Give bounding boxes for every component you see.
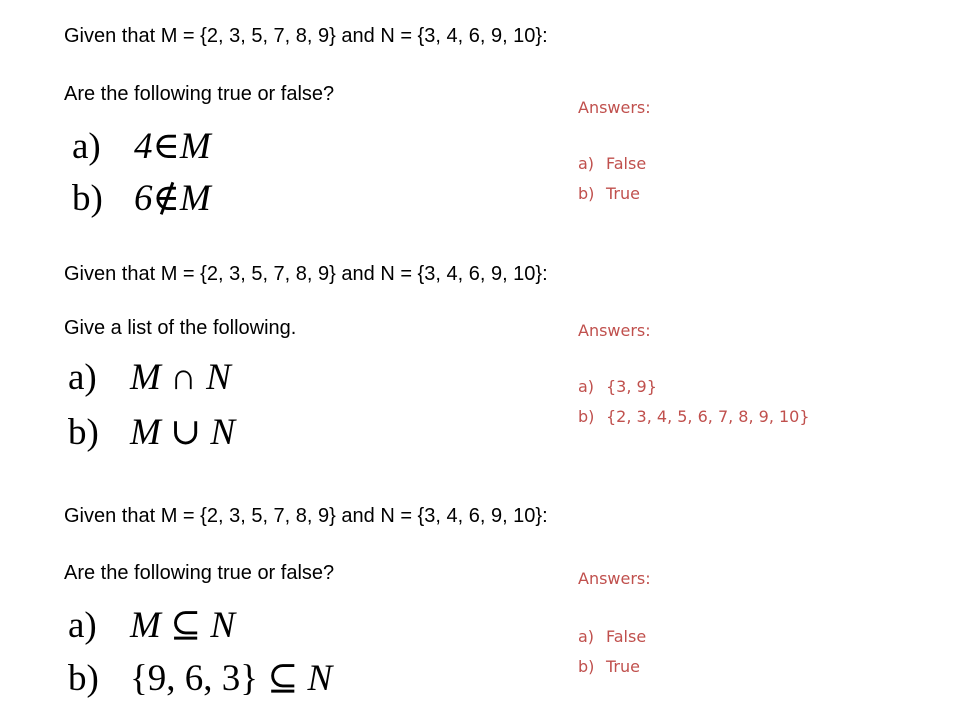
- answer-2b: [578, 407, 810, 426]
- math-lhs: 6: [134, 178, 153, 219]
- math-rhs: N: [210, 412, 236, 453]
- math-lhs: M: [130, 357, 161, 398]
- answers-heading-3: Answers:: [578, 569, 651, 588]
- math-operator: ∪: [170, 412, 202, 453]
- math-item-1b: [72, 176, 211, 220]
- item-label: b): [68, 658, 99, 699]
- question-prompt-1: Are the following true or false?: [64, 83, 335, 105]
- answer-marker: b): [578, 184, 595, 203]
- math-lhs: 4: [134, 126, 153, 167]
- math-rhs: M: [179, 126, 211, 167]
- math-item-2b: [68, 410, 235, 454]
- answer-text: False: [606, 627, 647, 646]
- answer-marker: a): [578, 377, 595, 396]
- math-operator: ⊆: [267, 658, 299, 699]
- answer-1b: [578, 184, 640, 203]
- math-item-3b: [68, 656, 332, 700]
- answer-3b: [578, 657, 640, 676]
- answers-heading-1: Answers:: [578, 98, 651, 117]
- answer-3a: [578, 627, 646, 646]
- answer-marker: a): [578, 627, 595, 646]
- math-lhs: M: [130, 412, 161, 453]
- answer-2a: [578, 377, 657, 396]
- item-label: a): [72, 126, 101, 167]
- math-rhs: N: [307, 658, 333, 699]
- math-rhs: N: [206, 357, 231, 398]
- math-operator: ∩: [170, 357, 197, 398]
- math-item-1a: [72, 124, 211, 168]
- answer-marker: b): [578, 407, 595, 426]
- math-item-3a: [68, 603, 235, 647]
- math-lhs: M: [130, 605, 161, 646]
- given-statement-1: Given that M = {2, 3, 5, 7, 8, 9} and N = {3, 4, 6, 9, 10}:: [64, 25, 548, 47]
- item-label: a): [68, 605, 97, 646]
- answer-text: {2, 3, 4, 5, 6, 7, 8, 9, 10}: [606, 407, 810, 426]
- answers-heading-2: Answers:: [578, 321, 651, 340]
- answer-text: {3, 9}: [606, 377, 657, 396]
- math-item-2a: [68, 356, 231, 399]
- math-rhs: N: [210, 605, 236, 646]
- math-operator: ⊆: [170, 605, 202, 646]
- item-label: b): [72, 178, 103, 219]
- answer-text: False: [606, 154, 647, 173]
- given-statement-2: Given that M = {2, 3, 5, 7, 8, 9} and N = {3, 4, 6, 9, 10}:: [64, 263, 548, 285]
- math-lhs: {9, 6, 3}: [130, 658, 259, 699]
- item-label: b): [68, 412, 99, 453]
- item-label: a): [68, 357, 97, 398]
- question-prompt-3: Are the following true or false?: [64, 562, 335, 584]
- answer-1a: [578, 154, 646, 173]
- question-prompt-2: Give a list of the following.: [64, 317, 297, 339]
- answer-marker: a): [578, 154, 595, 173]
- math-operator: ∉: [152, 178, 180, 219]
- answer-text: True: [606, 657, 640, 676]
- answer-marker: b): [578, 657, 595, 676]
- given-statement-3: Given that M = {2, 3, 5, 7, 8, 9} and N = {3, 4, 6, 9, 10}:: [64, 505, 548, 527]
- answer-text: True: [606, 184, 640, 203]
- math-rhs: M: [179, 178, 211, 219]
- math-operator: ∈: [152, 126, 180, 167]
